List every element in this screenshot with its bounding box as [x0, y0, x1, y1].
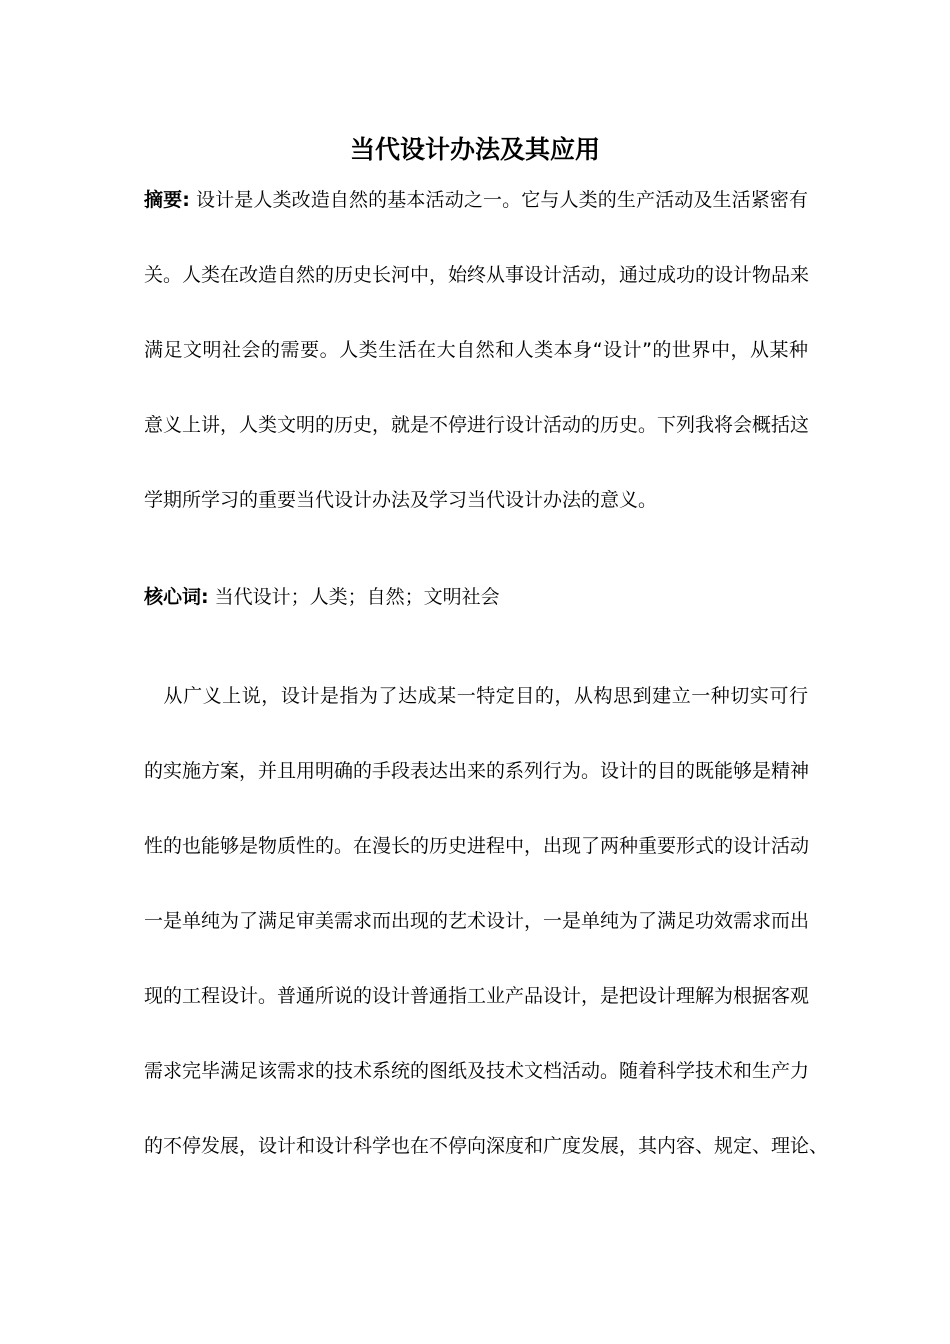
body-line: 需求完毕满足该需求的技术系统的图纸及技术文档活动。随着科学技术和生产力	[144, 1060, 810, 1082]
body-line: 的实施方案，并且用明确的手段表达出来的系列行为。设计的目的既能够是精神	[144, 760, 810, 782]
body-line: 性的也能够是物质性的。在漫长的历史进程中，出现了两种重要形式的设计活动	[144, 835, 810, 857]
abstract-line: 意义上讲，人类文明的历史，就是不停进行设计活动的历史。下列我将会概括这	[144, 414, 810, 436]
body-line: 从广义上说，设计是指为了达成某一特定目的，从构思到建立一种切实可行	[144, 685, 808, 707]
keywords-label: 核心词:	[144, 586, 209, 608]
body-line: 一是单纯为了满足审美需求而出现的艺术设计，一是单纯为了满足功效需求而出	[144, 910, 810, 932]
document-title: 当代设计办法及其应用	[349, 135, 600, 164]
keywords-text: 当代设计；人类；自然；文明社会	[208, 586, 500, 608]
abstract-label: 摘要:	[144, 189, 190, 211]
abstract-line: 关。人类在改造自然的历史长河中，始终从事设计活动，通过成功的设计物品来	[144, 264, 810, 286]
body-line: 现的工程设计。普通所说的设计普通指工业产品设计，是把设计理解为根据客观	[144, 985, 810, 1007]
abstract-line: 满足文明社会的需要。人类生活在大自然和人类本身“设计”的世界中，从某种	[144, 339, 808, 361]
abstract-line	[144, 187, 808, 213]
body-line: 的不停发展，设计和设计科学也在不停向深度和广度发展，其内容、规定、理论、	[144, 1135, 829, 1157]
abstract-line: 学期所学习的重要当代设计办法及学习当代设计办法的意义。	[144, 489, 658, 511]
keywords-line	[144, 584, 808, 610]
abstract-text: 设计是人类改造自然的基本活动之一。它与人类的生产活动及生活紧密有	[189, 189, 808, 211]
